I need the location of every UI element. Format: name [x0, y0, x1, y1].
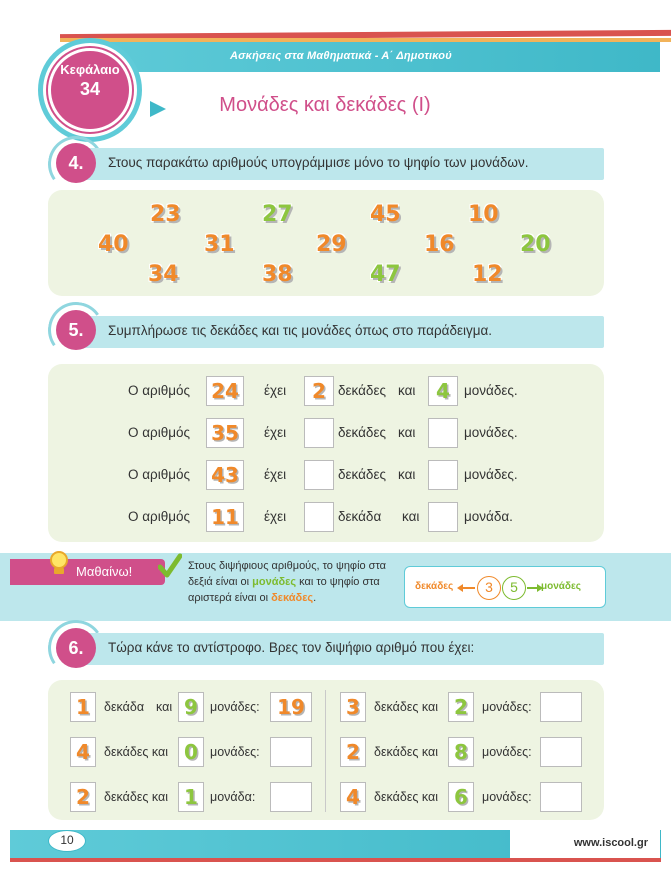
diagram-units-label: μονάδες: [541, 581, 581, 592]
units-answer: 4: [436, 379, 450, 403]
answer-box[interactable]: [270, 737, 312, 767]
tens-word: δεκάδα: [104, 700, 145, 714]
tens-answer-box[interactable]: [304, 460, 334, 490]
row-prefix: Ο αριθμός: [128, 509, 191, 524]
lightbulb-base-icon: [54, 568, 64, 574]
answer-box[interactable]: [540, 737, 582, 767]
exercise-6-row: [340, 692, 590, 722]
answer-box[interactable]: [540, 782, 582, 812]
tens-word: δεκάδα: [338, 509, 382, 524]
units-word: μονάδα:: [210, 790, 256, 804]
chapter-label: Κεφάλαιο: [60, 62, 120, 77]
answer-box[interactable]: [270, 782, 312, 812]
tens-digit: 1: [76, 695, 90, 719]
answer-box[interactable]: [540, 692, 582, 722]
exercise-4-panel: [48, 190, 604, 296]
number-item[interactable]: 38: [262, 262, 293, 287]
learn-text-part: .: [313, 592, 317, 604]
units-answer-box[interactable]: [428, 460, 458, 490]
learn-tens-word: δεκάδες: [271, 592, 314, 604]
number-item[interactable]: 31: [204, 232, 235, 257]
exercise-4-header: [68, 148, 604, 180]
exercise-4-instruction: Στους παρακάτω αριθμούς υπογράμμισε μόνο το ψηφίο των μονάδων.: [108, 155, 529, 170]
number-item[interactable]: 12: [472, 262, 503, 287]
units-word: μονάδες:: [482, 745, 532, 759]
exercise-5-panel: [48, 364, 604, 542]
tens-digit: 3: [346, 695, 360, 719]
and-word: και: [398, 467, 416, 482]
exercise-4-number: 4.: [56, 143, 96, 183]
site-url[interactable]: www.iscool.gr: [573, 837, 648, 849]
learn-text-part: και το ψηφίο στα αριστερά είναι οι: [188, 576, 380, 604]
number-item[interactable]: 20: [520, 232, 551, 257]
given-number: 35: [211, 421, 239, 445]
exercise-5-row: [48, 502, 604, 532]
lightbulb-icon: [50, 551, 68, 569]
number-item[interactable]: 40: [98, 232, 129, 257]
tens-digit: 4: [76, 740, 90, 764]
row-has: έχει: [264, 467, 287, 482]
given-number: 43: [211, 463, 239, 487]
tens-word: δεκάδες και: [374, 745, 438, 759]
page-number: 10: [48, 830, 86, 852]
learn-label: Μαθαίνω!: [76, 564, 133, 579]
tens-word: δεκάδες: [338, 425, 386, 440]
diagram-tens-digit: 3: [477, 576, 501, 600]
exercise-5-instruction: Συμπλήρωσε τις δεκάδες και τις μονάδες όπως στο παράδειγμα.: [108, 323, 493, 338]
learn-text: [188, 558, 403, 606]
tens-digit: 2: [346, 740, 360, 764]
given-number: 24: [211, 379, 239, 403]
site-badge: [510, 830, 660, 858]
tens-word: δεκάδες και: [104, 790, 168, 804]
number-item[interactable]: 29: [316, 232, 347, 257]
tens-digit: 2: [76, 785, 90, 809]
learn-text-part: Στους διψήφιους αριθμούς, το ψηφίο στα δεξιά είναι οι: [188, 560, 387, 588]
units-word: μονάδες:: [482, 790, 532, 804]
and-word: και: [398, 383, 416, 398]
units-word: μονάδες.: [464, 467, 518, 482]
row-has: έχει: [264, 383, 287, 398]
row-has: έχει: [264, 509, 287, 524]
units-digit: 1: [184, 785, 198, 809]
units-box: [178, 737, 204, 767]
given-number: 11: [211, 505, 239, 529]
units-word: μονάδες:: [482, 700, 532, 714]
and-word: και: [398, 425, 416, 440]
row-has: έχει: [264, 425, 287, 440]
place-value-diagram: [404, 566, 606, 608]
exercise-6-row: [340, 782, 590, 812]
given-number-box: [206, 460, 244, 490]
number-item[interactable]: 27: [262, 202, 293, 227]
number-item[interactable]: 34: [148, 262, 179, 287]
footer-stripe: [10, 858, 661, 862]
answer-box[interactable]: [270, 692, 312, 722]
tens-answer-box[interactable]: [304, 418, 334, 448]
number-item[interactable]: 23: [150, 202, 181, 227]
header-band: [70, 42, 660, 72]
page-title: Μονάδες και δεκάδες (Ι): [219, 94, 431, 116]
tens-box: [70, 737, 96, 767]
units-answer-box[interactable]: [428, 502, 458, 532]
exercise-6-row: [70, 737, 320, 767]
diagram-tens-label: δεκάδες: [415, 581, 454, 592]
checkmark-icon: [158, 553, 182, 579]
arrow-left-icon: [459, 587, 475, 589]
exercise-5-number: 5.: [56, 310, 96, 350]
tens-digit: 4: [346, 785, 360, 809]
tens-word: δεκάδες και: [374, 790, 438, 804]
exercise-5-header: [68, 316, 604, 348]
units-box: [448, 782, 474, 812]
tens-answer-box[interactable]: [304, 376, 334, 406]
exercise-6-row: [70, 692, 320, 722]
units-answer-box[interactable]: [428, 376, 458, 406]
subject-title: Ασκήσεις στα Μαθηματικά - Α΄ Δημοτικού: [230, 50, 452, 62]
given-number-box: [206, 502, 244, 532]
exercise-5-row: [48, 460, 604, 490]
tens-box: [70, 782, 96, 812]
units-word: μονάδα.: [464, 509, 513, 524]
exercise-6-header: [68, 633, 604, 665]
tens-box: [340, 737, 366, 767]
exercise-5-row: [48, 418, 604, 448]
units-box: [448, 692, 474, 722]
units-box: [178, 782, 204, 812]
units-digit: 9: [184, 695, 198, 719]
tens-word: δεκάδες και: [374, 700, 438, 714]
units-word: μονάδες:: [210, 700, 260, 714]
units-word: μονάδες:: [210, 745, 260, 759]
learn-units-word: μονάδες: [252, 576, 297, 588]
exercise-5-row: [48, 376, 604, 406]
answer-number: 19: [277, 695, 305, 719]
tens-answer-box[interactable]: [304, 502, 334, 532]
column-divider: [325, 690, 326, 812]
units-box: [448, 737, 474, 767]
tens-answer: 2: [312, 379, 326, 403]
row-prefix: Ο αριθμός: [128, 467, 191, 482]
number-item[interactable]: 47: [370, 262, 401, 287]
diagram-units-digit: 5: [502, 576, 526, 600]
row-prefix: Ο αριθμός: [128, 425, 191, 440]
exercise-6-number: 6.: [56, 628, 96, 668]
tens-word: δεκάδες: [338, 383, 386, 398]
units-word: μονάδες.: [464, 383, 518, 398]
units-word: μονάδες.: [464, 425, 518, 440]
number-item[interactable]: 16: [424, 232, 455, 257]
exercise-6-row: [70, 782, 320, 812]
units-digit: 6: [454, 785, 468, 809]
and-word: και: [156, 700, 173, 714]
number-item[interactable]: 10: [468, 202, 499, 227]
tens-word: δεκάδες και: [104, 745, 168, 759]
units-box: [178, 692, 204, 722]
units-answer-box[interactable]: [428, 418, 458, 448]
tens-box: [340, 692, 366, 722]
exercise-6-instruction: Τώρα κάνε το αντίστροφο. Βρες τον διψήφιο αριθμό που έχει:: [108, 640, 475, 655]
arrow-right-icon: [527, 587, 541, 589]
number-item[interactable]: 45: [370, 202, 401, 227]
units-digit: 8: [454, 740, 468, 764]
exercise-6-row: [340, 737, 590, 767]
tens-box: [70, 692, 96, 722]
row-prefix: Ο αριθμός: [128, 383, 191, 398]
given-number-box: [206, 418, 244, 448]
chapter-number: 34: [79, 79, 101, 99]
units-digit: 2: [454, 695, 468, 719]
tens-word: δεκάδες: [338, 467, 386, 482]
arrow-right-icon: [150, 101, 166, 117]
tens-box: [340, 782, 366, 812]
and-word: και: [402, 509, 420, 524]
units-digit: 0: [184, 740, 198, 764]
given-number-box: [206, 376, 244, 406]
